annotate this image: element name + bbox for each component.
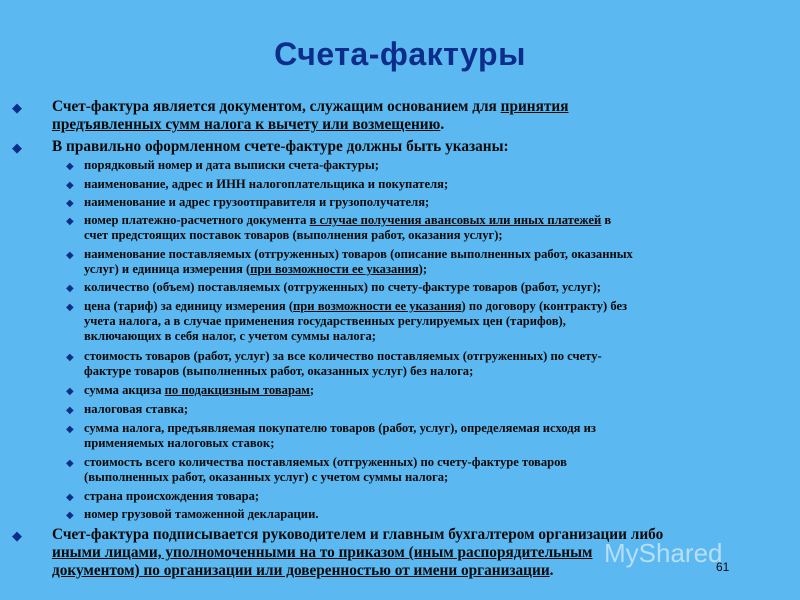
list-item-continuation: счет предстоящих поставок товаров (выполнения работ, оказания услуг); <box>84 228 503 242</box>
diamond-bullet-icon: ◆ <box>12 529 22 544</box>
list-item: наименование и адрес грузоотправителя и грузополучателя; <box>84 195 430 209</box>
paragraph-3-line-2: иными лицами, уполномоченными на то приказом (иным распорядительным <box>52 544 593 561</box>
paragraph-2: В правильно оформленном счете-фактуре должны быть указаны: <box>52 138 509 155</box>
diamond-bullet-icon: ◆ <box>66 250 74 261</box>
list-item: наименование поставляемых (отгруженных) товаров (описание выполненных работ, оказанных <box>84 247 633 261</box>
diamond-bullet-icon: ◆ <box>66 458 74 469</box>
list-item: цена (тариф) за единицу измерения (при возможности ее указания) по договору (контракту) без <box>84 299 628 313</box>
diamond-bullet-icon: ◆ <box>66 198 74 209</box>
list-item: стоимость товаров (работ, услуг) за все количество поставляемых (отгруженных) по счету- <box>84 349 602 363</box>
list-item: налоговая ставка; <box>84 402 189 416</box>
diamond-bullet-icon: ◆ <box>66 302 74 313</box>
list-item: количество (объем) поставляемых (отгруженных) по счету-фактуре товаров (работ, услуг); <box>84 280 601 294</box>
slide-title: Счета-фактуры <box>274 36 526 72</box>
list-item-continuation: услуг) и единица измерения (при возможности ее указания); <box>84 262 428 276</box>
list-item: порядковый номер и дата выписки счета-фактуры; <box>84 158 379 172</box>
diamond-bullet-icon: ◆ <box>66 405 74 416</box>
list-item: номер платежно-расчетного документа в случае получения авансовых или иных платежей в <box>84 213 612 227</box>
diamond-bullet-icon: ◆ <box>66 352 74 363</box>
list-item: номер грузовой таможенной декларации. <box>84 507 319 521</box>
list-item-continuation: включающих в себя налог, с учетом суммы налога; <box>84 329 376 343</box>
paragraph-3-line-3: документом) по организации или доверенностью от имени организации. <box>52 562 554 579</box>
diamond-bullet-icon: ◆ <box>66 424 74 435</box>
paragraph-1-line-1: Счет-фактура является документом, служащим основанием для принятия <box>52 98 569 115</box>
list-item-continuation: учета налога, а в случае применения государственных регулируемых цен (тарифов), <box>84 314 566 328</box>
diamond-bullet-icon: ◆ <box>66 283 74 294</box>
diamond-bullet-icon: ◆ <box>66 180 74 191</box>
list-item: сумма акциза по подакцизным товарам; <box>84 383 315 397</box>
list-item-continuation: (выполненных работ, оказанных услуг) с учетом суммы налога; <box>84 470 449 484</box>
paragraph-1-line-2: предъявленных сумм налога к вычету или возмещению. <box>52 116 445 133</box>
diamond-bullet-icon: ◆ <box>12 141 22 156</box>
watermark-logo: MyShared <box>604 538 723 568</box>
diamond-bullet-icon: ◆ <box>12 101 22 116</box>
diamond-bullet-icon: ◆ <box>66 510 74 521</box>
diamond-bullet-icon: ◆ <box>66 161 74 172</box>
list-item: наименование, адрес и ИНН налогоплательщика и покупателя; <box>84 177 449 191</box>
diamond-bullet-icon: ◆ <box>66 386 74 397</box>
list-item: страна происхождения товара; <box>84 489 260 503</box>
paragraph-3-line-1: Счет-фактура подписывается руководителем и главным бухгалтером организации либо <box>52 526 664 543</box>
list-item-continuation: фактуре товаров (выполненных работ, оказанных услуг) без налога; <box>84 364 474 378</box>
list-item: сумма налога, предъявляемая покупателю товаров (работ, услуг), определяемая исходя из <box>84 421 596 435</box>
diamond-bullet-icon: ◆ <box>66 492 74 503</box>
diamond-bullet-icon: ◆ <box>66 216 74 227</box>
list-item: стоимость всего количества поставляемых (отгруженных) по счету-фактуре товаров <box>84 455 567 469</box>
list-item-continuation: применяемых налоговых ставок; <box>84 436 275 450</box>
page-number: 61 <box>716 560 730 574</box>
